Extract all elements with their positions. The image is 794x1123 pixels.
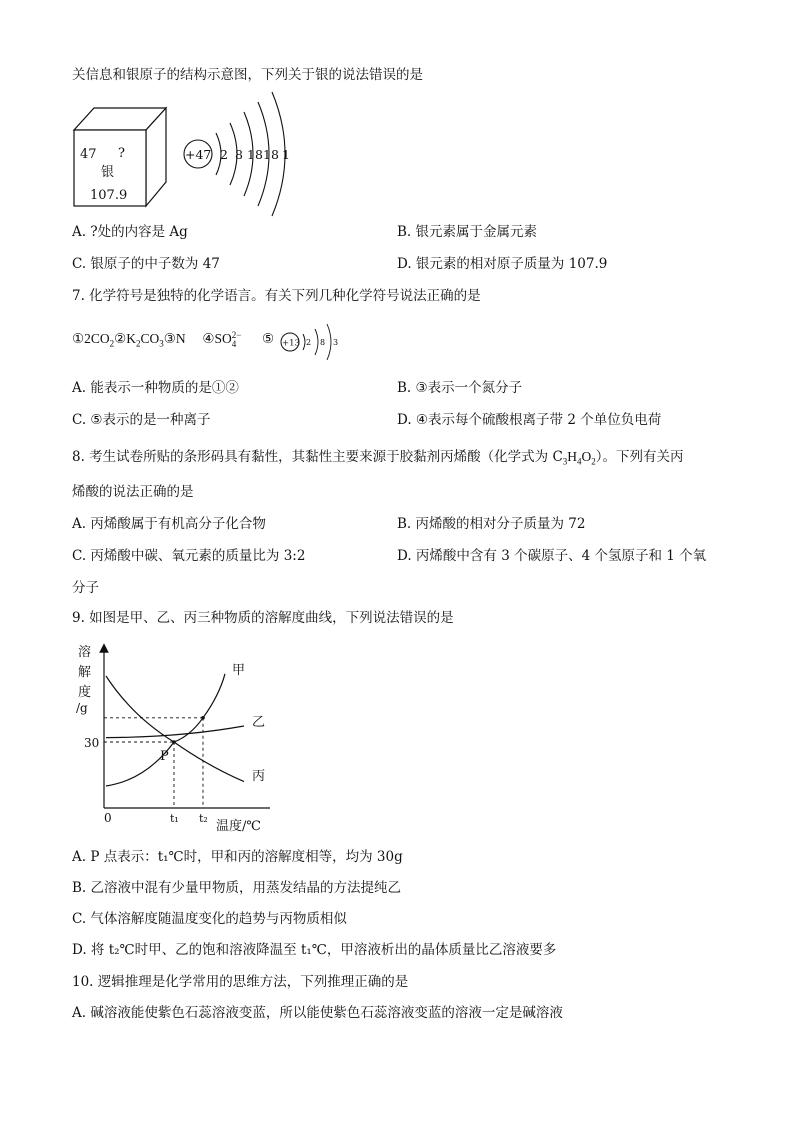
symbol-3: ③N xyxy=(163,331,186,346)
atom-nucleus: +47 xyxy=(185,147,212,162)
q7-option-d[interactable]: D. ④表示每个硫酸根离子带 2 个单位负电荷 xyxy=(397,412,662,428)
q8-stem-part2: ）。下列有关丙 xyxy=(595,449,684,465)
q8-stem-part1: 8. 考生试卷所贴的条形码具有黏性，其黏性主要来源于胶黏剂丙烯酸（化学式为 C xyxy=(72,449,563,465)
point-p-label: P xyxy=(160,749,169,764)
atom-shell-1: 2 xyxy=(220,147,228,162)
series-label-2: 乙 xyxy=(252,715,266,730)
q9-option-d[interactable]: D. 将 t₂℃时甲、乙的饱和溶液降温至 t₁℃，甲溶液析出的晶体质量比乙溶液要多 xyxy=(72,942,557,958)
atom-shell-4: 18 xyxy=(263,147,279,162)
q7-option-a[interactable]: A. 能表示一种物质的是①② xyxy=(72,380,239,396)
chart-xlabel: 温度/℃ xyxy=(216,819,261,834)
q6-option-a[interactable]: A. ?处的内容是 Ag xyxy=(72,224,188,240)
element-symbol: ? xyxy=(118,146,125,161)
silver-atom-diagram xyxy=(178,90,308,224)
symbol-5: ⑤ xyxy=(262,331,275,346)
element-mass: 107.9 xyxy=(90,188,128,203)
x-tick-t2: t₂ xyxy=(199,812,208,825)
q7-stem: 7. 化学符号是独特的化学语言。有关下列几种化学符号说法正确的是 xyxy=(72,288,481,304)
aluminum-atom-diagram xyxy=(280,322,350,366)
atom-shell-3: 18 xyxy=(247,147,263,162)
q8-option-c[interactable]: C. 丙烯酸中碳、氧元素的质量比为 3:2 xyxy=(72,548,306,564)
q10-option-a[interactable]: A. 碱溶液能使紫色石蕊溶液变蓝，所以能使紫色石蕊溶液变蓝的溶液一定是碱溶液 xyxy=(72,1005,563,1021)
q7-option-c[interactable]: C. ⑤表示的是一种离子 xyxy=(72,412,211,428)
series-label-3: 丙 xyxy=(252,769,266,784)
q10-stem: 10. 逻辑推理是化学常用的思维方法，下列推理正确的是 xyxy=(72,974,409,990)
formula-sub-h: 4 xyxy=(577,456,582,467)
chart-ylabel-4: /g xyxy=(76,701,88,715)
q9-option-c[interactable]: C. 气体溶解度随温度变化的趋势与丙物质相似 xyxy=(72,911,347,927)
formula-o: O xyxy=(581,449,592,464)
formula-sub-o: 2 xyxy=(591,456,596,467)
q9-option-b[interactable]: B. 乙溶液中混有少量甲物质，用蒸发结晶的方法提纯乙 xyxy=(72,880,402,896)
q6-option-d[interactable]: D. 银元素的相对原子质量为 107.9 xyxy=(397,256,608,272)
q9-option-a[interactable]: A. P 点表示：t₁℃时，甲和丙的溶解度相等，均为 30g xyxy=(72,849,403,865)
q8-option-d[interactable]: D. 丙烯酸中含有 3 个碳原子、4 个氢原子和 1 个氧 xyxy=(397,548,707,564)
point-p xyxy=(172,740,176,744)
series-label-1: 甲 xyxy=(232,663,246,678)
origin-label: 0 xyxy=(104,811,112,825)
al-shell-1: 2 xyxy=(306,338,312,347)
symbol-2-mid: CO xyxy=(140,331,160,346)
symbol-2-sub2: 3 xyxy=(159,338,164,349)
formula-h: H xyxy=(567,449,578,464)
q7-symbols xyxy=(72,330,274,353)
symbol-4: ④SO xyxy=(202,331,232,346)
formula-sub-c: 3 xyxy=(562,456,568,467)
element-number: 47 xyxy=(80,147,97,162)
al-shell-3: 3 xyxy=(333,338,339,347)
symbol-1-sub: 2 xyxy=(109,338,115,349)
point-t2-jia xyxy=(201,716,205,720)
q8-option-b[interactable]: B. 丙烯酸的相对分子质量为 72 xyxy=(397,516,586,532)
symbol-4-sup: 2− xyxy=(231,329,242,340)
atom-shell-2: 8 xyxy=(235,147,243,162)
q6-option-c[interactable]: C. 银原子的中子数为 47 xyxy=(72,256,220,272)
curve-2 xyxy=(106,726,244,738)
element-name: 银 xyxy=(101,165,115,180)
element-cell-figure xyxy=(70,100,180,216)
al-shell-2: 8 xyxy=(320,338,326,347)
chart-ylabel-1: 溶 xyxy=(78,645,92,660)
q6-stem-tail: 关信息和银原子的结构示意图，下列关于银的说法错误的是 xyxy=(72,67,423,83)
q9-stem: 9. 如图是甲、乙、丙三种物质的溶解度曲线，下列说法错误的是 xyxy=(72,610,454,626)
chart-ylabel-2: 解 xyxy=(78,665,92,680)
q8-option-d-continued: 分子 xyxy=(72,580,99,596)
al-nucleus: +13 xyxy=(282,338,300,349)
symbol-4-sub: 4 xyxy=(231,338,237,349)
chart-ylabel-3: 度 xyxy=(78,685,92,700)
atom-shell-5: 1 xyxy=(282,147,290,162)
q8-stem-line1 xyxy=(72,448,684,471)
q6-option-b[interactable]: B. 银元素属于金属元素 xyxy=(397,224,538,240)
curve-1 xyxy=(106,674,225,786)
y-tick-30: 30 xyxy=(84,736,100,750)
q7-option-b[interactable]: B. ③表示一个氮分子 xyxy=(397,380,523,396)
q8-option-a[interactable]: A. 丙烯酸属于有机高分子化合物 xyxy=(72,516,266,532)
q8-stem-line2: 烯酸的说法正确的是 xyxy=(72,484,194,500)
solubility-chart xyxy=(70,640,280,844)
symbol-2-sub1: 2 xyxy=(135,338,141,349)
x-tick-t1: t₁ xyxy=(170,812,179,825)
symbol-1: ①2CO xyxy=(72,331,110,346)
symbol-2: ②K xyxy=(114,331,136,346)
